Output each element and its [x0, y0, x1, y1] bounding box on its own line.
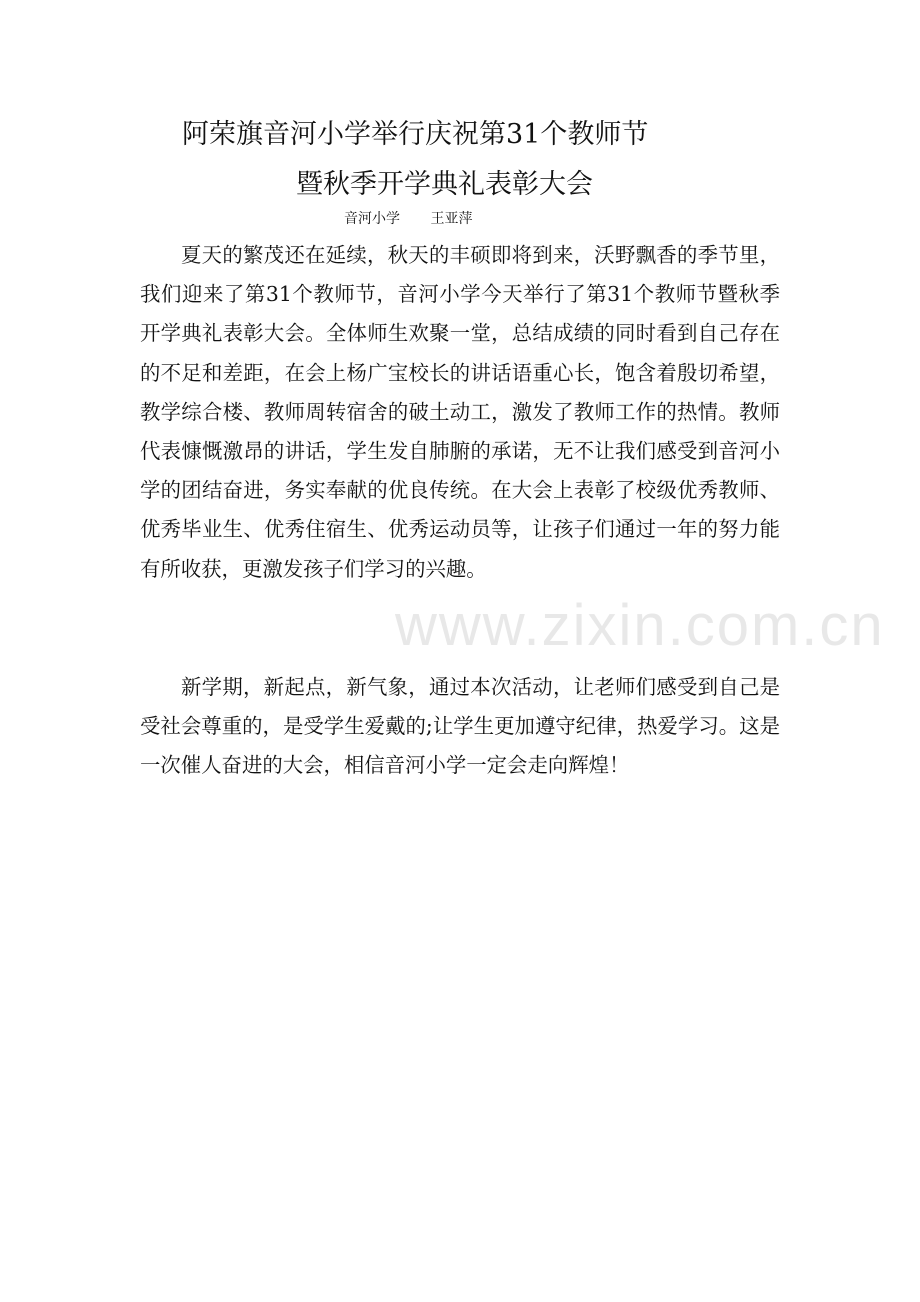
- body-paragraph-1: 夏天的繁茂还在延续，秋天的丰硕即将到来，沃野飘香的季节里，我们迎来了第31个教师节，音河小学今天举行了第31个教师节暨秋季开学典礼表彰大会。全体师生欢聚一堂，总结成绩的同时看到自己存在的不足和差距，在会上杨广宝校长的讲话语重心长，饱含着殷切希望，教学综合楼、教师周转宿舍的破土动工，激发了教师工作的热情。教师代表慷慨激昂的讲话，学生发自肺腑的承诺，无不让我们感受到音河小学的团结奋进，务实奉献的优良传统。在大会上表彰了校级优秀教师、优秀毕业生、优秀住宿生、优秀运动员等，让孩子们通过一年的努力能有所收获，更激发孩子们学习的兴趣。: [140, 243, 780, 581]
- document-title-line-2: 暨秋季开学典礼表彰大会: [296, 169, 593, 200]
- watermark: www.zixin.com.cn: [395, 593, 885, 658]
- document-title-line-1: 阿荣旗音河小学举行庆祝第31个教师节: [182, 119, 649, 150]
- byline: [344, 209, 472, 229]
- byline-school: 音河小学: [344, 211, 400, 227]
- body-paragraph-2: 新学期，新起点，新气象，通过本次活动，让老师们感受到自己是受社会尊重的，是受学生爱戴的;让学生更加遵守纪律，热爱学习。这是一次催人奋进的大会，相信音河小学一定会走向辉煌！: [140, 675, 780, 778]
- byline-author: 王亚萍: [430, 211, 473, 227]
